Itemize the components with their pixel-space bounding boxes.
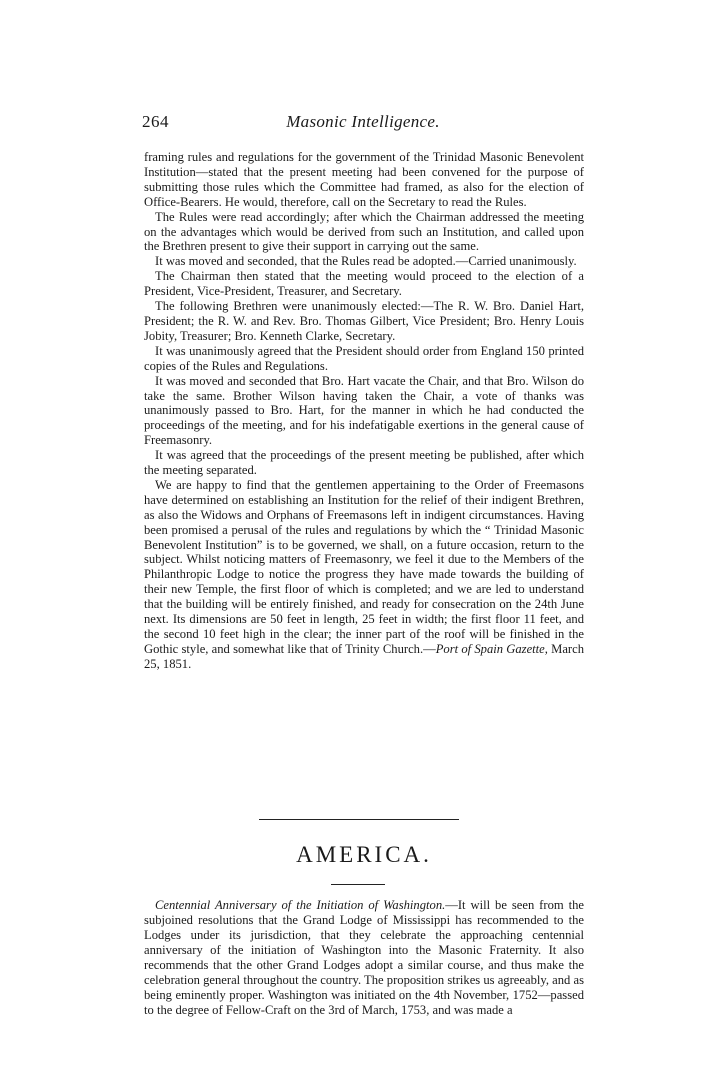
paragraph-text: We are happy to find that the gentlemen appertaining to the Order of Freemasons have determined on establishing an Institution for the relief of their indigent Brethren, as also the Widows and Orphans of Freemasons left in indigent circumstances. Having been promised a perusal of the rules and regulations by which the “ Trinidad Masonic Benevolent Institution” is to be governed, we shall, on a future occasion, return to the subject. Whilst noticing matters of Freemasonry, we feel it due to the Members of the Philanthropic Lodge to notice the progress they have made towards the building of their new Temple, the first floor of which is completed; and we are led to understand that the building will be entirely finished, and ready for consecration on the 24th June next. Its dimensions are 50 feet in length, 25 feet in width; the first floor 11 feet, and the second 10 feet high in the clear; the inner part of the roof will be finished in the Gothic style, and somewhat like that of Trinity Church.— [144,477,584,656]
america-article [144,898,584,1018]
paragraph: It was unanimously agreed that the President should order from England 150 printed copies of the Rules and Regulations. [144,343,584,373]
paragraph [144,898,584,1018]
source-date: March 25, 1851. [144,641,584,671]
page-number: 264 [142,112,169,131]
paragraph: The Rules were read accordingly; after which the Chairman addressed the meeting on the advantages which would be derived from such an Institution, and called upon the Brethren present to give their support in carrying out the same. [144,209,584,254]
running-title: Masonic Intelligence. [286,112,440,131]
section-divider [259,819,459,820]
source-citation: Port of Spain Gazette, [435,641,548,656]
heading-underline [331,884,385,885]
running-head [142,112,584,134]
paragraph: It was moved and seconded that Bro. Hart vacate the Chair, and that Bro. Wilson do take the same. Brother Wilson having taken the Chair, a vote of thanks was unanimously passed to Bro. Hart, for the manner in which he had conducted the proceedings of the meeting, and for his indefatigable exertions in the general cause of Freemasonry. [144,373,584,448]
article-body: —It will be seen from the subjoined resolutions that the Grand Lodge of Mississippi has recommended to the Lodges under its jurisdiction, that they celebrate the approaching centennial anniversary of the initiation of Washington into the Masonic Fraternity. It also recommends that the other Grand Lodges adopt a similar course, and thus make the celebration general throughout the country. The proposition strikes us agreeably, and as being eminently proper. Washington was initiated on the 4th November, 1752—passed to the degree of Fellow-Craft on the 3rd of March, 1753, and was made a [144,898,584,1017]
paragraph-gazette [144,478,584,672]
paragraph: The Chairman then stated that the meeting would proceed to the election of a President, Vice-President, Treasurer, and Secretary. [144,269,584,299]
trinidad-report [144,150,584,672]
article-title: Centennial Anniversary of the Initiation of Washington. [155,898,446,912]
paragraph: framing rules and regulations for the government of the Trinidad Masonic Benevolent Institution—stated that the present meeting had been convened for the purpose of submitting those rules which the Committee had framed, as also for the election of Office-Bearers. He would, therefore, call on the Secretary to read the Rules. [144,150,584,209]
section-heading-america: AMERICA. [296,842,432,867]
paragraph: It was moved and seconded, that the Rules read be adopted.—Carried unanimously. [155,254,577,269]
paragraph: It was agreed that the proceedings of the present meeting be published, after which the meeting separated. [144,448,584,478]
paragraph: The following Brethren were unanimously elected:—The R. W. Bro. Daniel Hart, President; the R. W. and Rev. Bro. Thomas Gilbert, Vice President; Bro. Henry Louis Jobity, Treasurer; Bro. Kenneth Clarke, Secretary. [144,299,584,343]
